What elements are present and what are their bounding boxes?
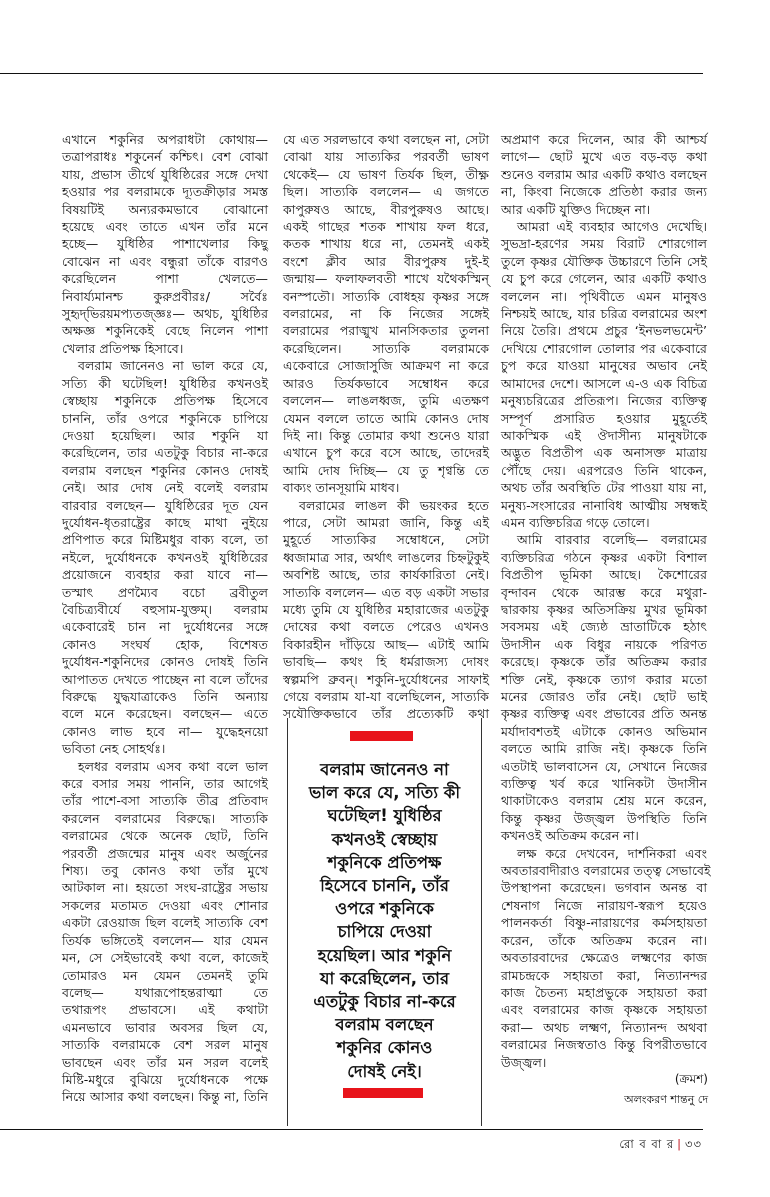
text-line: অদ্ভুত বিপ্রতীপ এক অনাসক্ত মাত্রায়: [501, 445, 707, 461]
text-line: সাত্যকি বলরামকে বেশ সরল মানুষ: [62, 1037, 268, 1053]
pull-quote-line: যা করেছিলেন, তার: [319, 968, 450, 988]
text-line: ভাবছেন এবং তাঁর মন সরল বলেই: [62, 1054, 268, 1070]
text-line: পরবর্তী প্রজন্মের মানুষ এবং অর্জুনের: [62, 845, 268, 861]
text-line: ছিল। সাত্যকি বললেন— এ জগতে: [283, 184, 489, 200]
text-line: বলরামের লাঙল কী ভয়ংকর হতে: [299, 497, 489, 513]
text-line: এমনভাবে ভাবার অবসর ছিল যে,: [62, 1019, 268, 1035]
text-line: অথচ তাঁর অবস্থিতি টের পাওয়া যায় না,: [501, 480, 707, 496]
text-line: মধ্যে তুমি যে যুধিষ্ঠির মহারাজের এতটুকু: [283, 601, 489, 617]
text-line: নেই। আর দোষ নেই বলেই বলরাম: [62, 480, 268, 496]
text-line: বোঝেন না এবং বন্ধুরা তাঁকে বারণও: [62, 253, 268, 269]
text-line: সবসময় এই জ্যেষ্ঠ ভ্রাতাটিকে হঠাৎ: [501, 619, 707, 635]
illustration-credit: অলংকরণ শান্তনু দে: [624, 1093, 708, 1106]
text-line: বোঝা যায় সাত্যকির পরবর্তী ভাষণ: [283, 149, 489, 165]
text-line: কিন্তু কৃষ্ণর উজ্জ্বল উপস্থিতি তিনি: [501, 810, 707, 826]
text-line: প্রয়োজনে ব্যবহার করা যাবে না—: [62, 567, 268, 583]
text-line: তথারূপং প্রভাবসে। এই কথাটা: [62, 1002, 268, 1018]
text-line: চুপ করে যাওয়া মানুষের অভাব নেই: [501, 358, 707, 374]
text-line: আটকাল না। হয়তো সংঘ-রাষ্ট্রের সভায়: [62, 880, 268, 896]
pull-quote-line: বলরাম জানেনও না: [320, 760, 449, 779]
text-line: অবতারবাদের ক্ষেত্রেও লক্ষ্মণের কাজ: [501, 950, 707, 966]
text-line: জন্মায়— ফলাফলবতী শাখে যথৈকস্মিন্: [283, 271, 489, 287]
text-line: ভাবছি— কথং হি ধর্মরাজস্য দোষং: [283, 654, 489, 670]
text-line: যে এত সরলভাবে কথা বলছেন না, সেটা: [283, 132, 489, 147]
text-line: কাজ চৈতন্য মহাপ্রভুকে সহায়তা করা: [501, 984, 707, 1000]
text-line: নিবার্য্যমানশ্চ কুরুপ্রবীরঃ/ সর্বৈঃ: [62, 288, 268, 304]
text-line: যায়, প্রভাস তীর্থে যুধিষ্ঠিরের সঙ্গে দেখা: [62, 166, 268, 182]
text-line: বলরামের পরাঙ্মুখ মানসিকতার তুলনা: [283, 323, 489, 339]
text-line: তুলে কৃষ্ণর যৌক্তিক উচ্চারণে তিনি সেই: [501, 253, 707, 269]
text-line: কোনও সংঘর্ষ হোক, বিশেষত: [62, 636, 268, 652]
text-line: থেকেই— যে ভাষণ তির্যক ছিল, তীক্ষ্ণ: [283, 166, 489, 182]
text-line: মনুষ্য-সংসারের নানাবিধ আত্মীয় সম্বন্ধই: [501, 497, 707, 513]
text-line: তত্রাপরাধঃ শকুনের্ন কশ্চিৎ। বেশ বোঝা: [62, 149, 268, 165]
text-line: ব্যক্তিত্ব খর্ব করে খানিকটা উদাসীন: [501, 776, 707, 792]
text-line: নইলে, দুর্যোধনকে কখনওই যুধিষ্ঠিরের: [62, 549, 268, 565]
text-line: আমরা এই ব্যবহার আগেও দেখেছি।: [517, 219, 707, 235]
text-line: ব্যক্তিচরিত্র গঠনে কৃষ্ণর একটা বিশাল: [501, 549, 707, 565]
text-line: কখনওই অতিক্রম করেন না।: [501, 828, 639, 844]
text-line: হলধর বলরাম এসব কথা বলে ভাল: [78, 758, 268, 774]
pull-quote-line: কখনওই স্বেচ্ছায়: [331, 829, 438, 849]
text-line: হয়েছে এবং তাতে এখন তাঁর মনে: [62, 219, 268, 235]
text-line: এখানে শকুনির অপরাধটা কোথায়—: [62, 132, 268, 147]
pull-quote-line: চাপিয়ে দেওয়া: [337, 922, 432, 942]
text-line: থাকাটাকেও বলরাম শ্রেয় মনে করেন,: [501, 793, 707, 809]
text-line: করেছিলেন। সাত্যকি বলরামকে: [283, 340, 489, 356]
text-line: বললেন না। পৃথিবীতে এমন মানুষও: [501, 288, 707, 304]
text-line: দ্বারকায় কৃষ্ণর অতিসক্রিয় মুখর ভূমিকা: [501, 601, 707, 617]
text-line: করেছিলেন পাশা খেলতে—: [62, 271, 268, 287]
footer-separator: |: [677, 1137, 683, 1151]
text-line: স্বেচ্ছায় শকুনিকে প্রতিপক্ষ হিসেবে: [62, 393, 268, 409]
text-line: মিষ্টি-মধুরে বুঝিয়ে দুর্যোধনকে পক্ষে: [62, 1071, 268, 1087]
article-column-2: [283, 131, 489, 723]
pull-quote-line: হয়েছিল। আর শকুনি: [317, 945, 452, 965]
text-line: নিয়ে তৈরি। প্রথমে প্রচুর ‘ইনভলভমেন্ট’: [501, 323, 707, 339]
page-number: ৩৩: [685, 1137, 702, 1151]
pull-quote-line: এতটুকু বিচার না-করে: [313, 992, 456, 1012]
text-line: দিই না। কিন্তু তোমার কথা শুনেও যারা: [283, 427, 489, 443]
text-line: করেন, তাঁকে অতিক্রম করেন না।: [501, 932, 707, 948]
text-line: শুনেও বলরাম আর একটি কথাও বলছেন: [501, 166, 707, 182]
text-line: খেলার প্রতিপক্ষ হিসাবে।: [62, 340, 184, 356]
text-line: বলতে আমি রাজি নই। কৃষ্ণকে তিনি: [501, 741, 707, 757]
text-line: নিয়ে আসার কথা বলছেন। কিন্তু না, তিনি: [62, 1089, 268, 1105]
text-line: একটা রেওয়াজ ছিল বলেই সাত্যকি বেশ: [62, 915, 268, 931]
text-line: বলরাম জানেনও না ভাল করে যে,: [78, 358, 268, 374]
text-line: এমন ব্যক্তিচরিত্র গড়ে তোলে।: [501, 514, 650, 530]
text-line: বৈচিত্র্যবীর্যে বহুসাম-যুক্তম্। বলরাম: [62, 601, 268, 617]
text-line: যেমন বললে তাতে আমি কোনও দোষ: [283, 410, 489, 426]
text-line: কৃষ্ণর ব্যক্তিত্ব এবং প্রভাবের প্রতি অনন্ত: [501, 706, 707, 722]
text-line: আরও তির্যকভাবে সম্বোধন করে: [283, 375, 489, 391]
text-line: স্বল্পমপি ব্রুবন্। শকুনি-দুর্যোধনের সাফাই: [283, 671, 489, 687]
text-line: দেখিয়ে শোরগোল তোলার পর একেবারে: [501, 340, 707, 356]
text-line: বৃন্দাবন থেকে আরম্ভ করে মথুরা-: [501, 584, 707, 600]
text-line: হচ্ছে— যুধিষ্ঠির পাশাখেলার কিছু: [62, 236, 268, 252]
text-line: রামচন্দ্রকে সহায়তা করা, নিত্যানন্দর: [501, 967, 707, 983]
pull-quote-line: শকুনিকে প্রতিপক্ষ: [327, 852, 442, 872]
text-line: না, কিংবা নিজেকে প্রতিষ্ঠা করার জন্য: [501, 184, 707, 200]
text-line: কোনও লাভ হবে না— যুদ্ধেহনয়ো: [62, 723, 268, 739]
text-line: তস্মাৎ প্রণম্যৈব বচো ব্রবীতুল: [62, 584, 268, 600]
text-line: বিপ্রতীপ ভূমিকা আছে। কৈশোরের: [501, 567, 707, 583]
text-line: বারবার বলছেন— যুধিষ্ঠিরের দূত যেন: [62, 497, 268, 513]
magazine-name: রো ব বা র: [619, 1137, 675, 1151]
text-line: সাত্যকি বললেন— এত বড় একটা সভার: [283, 584, 489, 600]
text-line: দুর্যোধন-ধৃতরাষ্ট্রের কাছে মাথা নুইয়ে: [62, 514, 268, 530]
article-column-3: [501, 131, 711, 1071]
text-line: বলরামের নিজস্বতাও কিন্তু বিপরীতভাবে: [501, 1037, 707, 1053]
text-line: বাক্যং তানসূয়ামি মাধব।: [283, 480, 400, 496]
text-line: বলরামের, না কি নিজের সঙ্গেই: [283, 306, 489, 322]
text-line: আমাদের দেশে। আসলে এ-ও এক বিচিত্র: [501, 375, 707, 391]
text-line: বিষয়টিই অন্যরকমভাবে বোঝানো: [62, 201, 268, 217]
text-line: সুভদ্রা-হরণের সময় বিরাট শোরগোল: [501, 236, 707, 252]
bottom-rule: [0, 1129, 703, 1130]
text-line: আমি দোষ দিচ্ছি— যে তু শৃণ্বন্তি তে: [283, 462, 489, 478]
text-line: করা— অথচ লক্ষ্মণ, নিত্যানন্দ অথবা: [501, 1019, 707, 1035]
pull-quote-line: শকুনির কোনও: [336, 1038, 433, 1058]
text-line: অপ্রমাণ করে দিলেন, আর কী আশ্চর্য: [501, 132, 707, 147]
text-line: সকলের মতামত দেওয়া এবং শোনার: [62, 897, 268, 913]
text-line: তোমারও মন যেমন তেমনই তুমি: [62, 967, 268, 983]
text-line: দুর্যোধন-শকুনিদের কোনও দোষই তিনি: [62, 654, 268, 670]
pull-quote-bottom-bar: [343, 1088, 423, 1098]
text-line: বললেন— লাঙলধ্বজ, তুমি এতক্ষণ: [283, 393, 489, 409]
text-line: আকস্মিক এই ঔদাসীন্য মানুষটাকে: [501, 427, 707, 443]
pull-quote-text: [288, 758, 481, 1083]
pull-quote-line: দোষই নেই।: [347, 1061, 422, 1081]
text-line: বলে মনে করেছেন। বলছেন— এতে: [62, 706, 268, 722]
text-line: সম্পূর্ণ প্রসারিত হওয়ার মুহূর্তেই: [501, 410, 707, 426]
text-line: দোষের কথা বলতে পেরেও এখনও: [283, 619, 489, 635]
text-line: সুহৃদ্‌ভিরয়মপ্যতজ্জ্ঞঃ— অথচ, যুধিষ্ঠির: [62, 306, 268, 322]
pull-quote-line: ভাল করে যে, সত্যি কী: [308, 783, 461, 803]
text-line: আমি বারবার বলেছি— বলরামের: [517, 532, 707, 548]
text-line: তাঁর পাশে-বসা সাত্যকি তীব্র প্রতিবাদ: [62, 793, 268, 809]
text-line: একেবারে সোজাসুজি আক্রমণ না করে: [283, 358, 489, 374]
text-line: উদাসীন এক বিধুর নায়কে পরিণত: [501, 636, 707, 652]
pull-quote-line: ওপরে শকুনিকে: [335, 899, 434, 919]
text-line: বংশে ক্লীব আর বীরপুরুষ দুই-ই: [283, 253, 489, 269]
text-line: কাপুরুষও আছে, বীরপুরুষও আছে।: [283, 201, 489, 217]
pull-quote-line: হিসেবে চাননি, তাঁর: [320, 876, 449, 896]
text-line: বিরুদ্ধে যুদ্ধযাত্রাকেও তিনি অন্যায়: [62, 689, 268, 704]
text-line: অবশিষ্ট আছে, তার কার্যকারিতা নেই।: [283, 567, 489, 583]
text-line: পারে, সেটা আমরা জানি, কিন্তু এই: [283, 514, 489, 530]
text-line: বলরামের থেকে অনেক ছোট, তিনি: [62, 828, 268, 844]
page-footer: [619, 1136, 702, 1155]
text-line: মনুষ্যচরিত্রের প্রতিরূপ। নিজের ব্যক্তিত্ব: [501, 393, 707, 409]
text-line: এবং বলরামের কাজ কৃষ্ণকে সহায়তা: [501, 1002, 707, 1018]
text-line: করে বসার সময় পাননি, তার আগেই: [62, 776, 268, 792]
text-line: মনের জোরও তাঁর নেই। ছোট ভাই: [501, 689, 707, 704]
text-line: একই গাছের শতক শাখায় ফল ধরে,: [283, 219, 489, 235]
text-line: সত্যি কী ঘটেছিল! যুধিষ্ঠির কখনওই: [62, 375, 268, 391]
text-line: এখানে চুপ করে বসে আছে, তাদেরই: [283, 445, 489, 461]
to-be-continued-note: (ক্রমশ): [674, 1072, 708, 1086]
text-line: ধ্বজামাত্র সার, অর্থাৎ লাঙলের চিহ্নটুকুই: [283, 549, 489, 565]
text-line: নিশ্চয়ই আছে, যার চরিত্র বলরামের অংশ: [501, 306, 707, 322]
text-line: উপস্থাপনা করেছেন। ভগবান অনন্ত বা: [501, 880, 707, 896]
text-line: আর একটি যুক্তিও দিচ্ছেন না।: [501, 201, 651, 217]
text-line: লাগে— ছোট মুখে এত বড়-বড় কথা: [501, 149, 707, 165]
text-line: পৌঁছে দেয়। এরপরেও তিনি থাকেন,: [501, 462, 707, 478]
text-line: মর্যাদাবশতই এটাকে কোনও অভিমান: [501, 723, 707, 739]
pull-quote-line: ঘটেছিল! যুধিষ্ঠির: [327, 806, 442, 826]
text-line: শক্তি নেই, কৃষ্ণকে ত্যাগ করার মতো: [501, 671, 707, 687]
text-line: করলেন বলরামের বিরুদ্ধে। সাত্যকি: [62, 810, 268, 826]
pull-quote-line: বলরাম বলছেন: [335, 1015, 434, 1035]
text-line: বনস্পতৌ। সাত্যকি বোধহয় কৃষ্ণর সঙ্গে: [283, 288, 489, 304]
text-line: লক্ষ করে দেখবেন, দার্শনিকরা এবং: [517, 845, 707, 861]
text-line: শেষনাগ নিজে নারায়ণ-স্বরূপ হয়েও: [501, 897, 707, 913]
text-line: শিষ্য। তবু কোনও কথা তাঁর মুখে: [62, 863, 268, 879]
text-line: মন, সে সেইভাবেই কথা বলে, কাজেই: [62, 950, 268, 966]
text-line: পালনকর্তা বিষ্ণু-নারায়ণের কর্মসহায়তা: [501, 915, 707, 931]
text-line: যে চুপ করে গেলেন, আর একটি কথাও: [501, 271, 707, 287]
text-line: করেছে। কৃষ্ণকে তাঁর অতিক্রম করার: [501, 654, 707, 670]
text-line: বিকারহীন দাঁড়িয়ে আছ— এটাই আমি: [283, 636, 489, 652]
text-line: মুহূর্তে সাত্যকির সম্বোধনে, সেটা: [283, 532, 489, 548]
text-line: আপাতত দেখতে পাচ্ছেন না বলে তাঁদের: [62, 671, 268, 687]
text-line: গেয়ে বলরাম যা-যা বলেছিলেন, সাত্যকি: [283, 689, 489, 704]
text-line: বলরাম বলছেন শকুনির কোনও দোষই: [62, 462, 268, 478]
top-rule: [0, 73, 703, 74]
text-line: একেবারেই চান না দুর্যোধনের সঙ্গে: [62, 619, 268, 635]
text-line: সযৌক্তিকভাবে তাঁর প্রত্যেকটি কথা: [283, 706, 489, 722]
text-line: করেছিলেন, তার এতটুকু বিচার না-করে: [62, 445, 268, 461]
text-line: উজ্জ্বল।: [501, 1054, 547, 1070]
text-line: চাননি, তাঁর ওপরে শকুনিকে চাপিয়ে: [62, 410, 268, 426]
article-column-1: [62, 131, 268, 1106]
text-line: প্রণিপাত করে মিষ্টিমধুর বাক্য বলে, তা: [62, 532, 268, 548]
text-line: অবতারবাদীরাও বলরামের তত্ত্ব সেভাবেই: [501, 863, 711, 879]
text-line: হওয়ার পর বলরামকে দ্যূতক্রীড়ার সমস্ত: [62, 184, 268, 200]
text-line: তির্যক ভঙ্গিতেই বললেন— যার যেমন: [62, 932, 268, 948]
pull-quote-box: [287, 718, 482, 1126]
text-line: অক্ষজ্ঞ শকুনিকেই বেছে নিলেন পাশা: [62, 323, 268, 339]
text-line: বলেছ— যথারূপোহন্তরাত্মা তে: [62, 984, 268, 1000]
text-line: কতক শাখায় ধরে না, তেমনই একই: [283, 236, 489, 252]
pull-quote-top-bar: [350, 731, 413, 741]
text-line: ভবিতা নেহ সোহর্থঃ।: [62, 741, 166, 757]
text-line: এতটাই ভালবাসেন যে, সেখানে নিজের: [501, 758, 707, 774]
text-line: দেওয়া হয়েছিল। আর শকুনি যা: [62, 427, 268, 443]
